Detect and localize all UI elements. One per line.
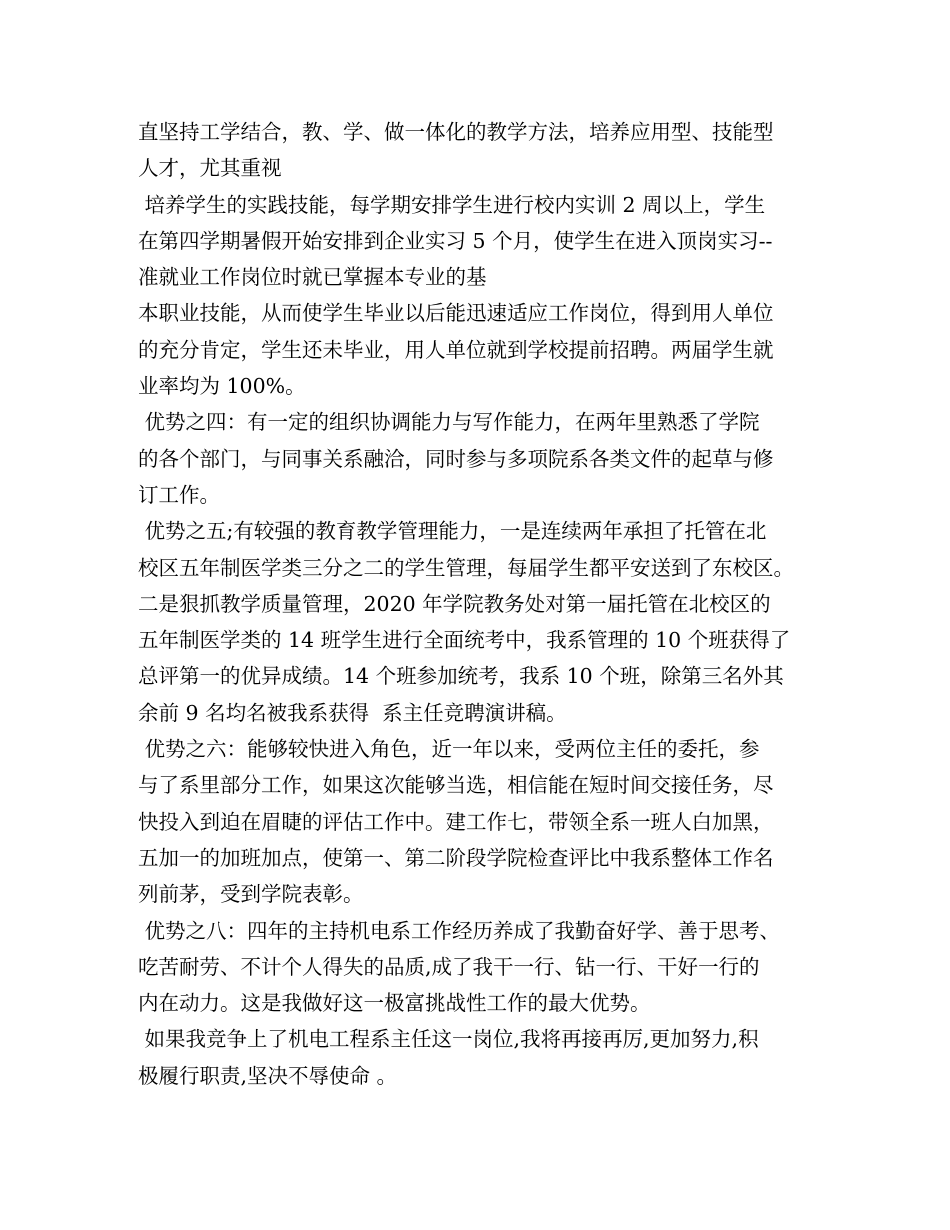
text-line: 优势之五;有较强的教育教学管理能力，一是连续两年承担了托管在北: [138, 519, 767, 544]
text-line: 列前茅，受到学院表彰。: [138, 882, 364, 907]
text-line: 总评第一的优异成绩。14 个班参加统考，我系 10 个班，除第三名外其: [138, 664, 784, 689]
text-line: 的充分肯定，学生还未毕业，用人单位就到学校提前招聘。两届学生就: [138, 337, 774, 362]
text-line: 如果我竞争上了机电工程系主任这一岗位,我将再接再厉,更加努力,积: [138, 1027, 759, 1052]
text-line: 余前 9 名均名被我系获得 系主任竞聘演讲稿。: [138, 700, 567, 725]
text-line: 内在动力。这是我做好这一极富挑战性工作的最大优势。: [138, 991, 651, 1016]
text-line: 校区五年制医学类三分之二的学生管理，每届学生都平安送到了东校区。: [138, 555, 794, 580]
text-line: 本职业技能，从而使学生毕业以后能迅速适应工作岗位，得到用人单位: [138, 301, 774, 326]
text-line: 二是狠抓教学质量管理，2020 年学院教务处对第一届托管在北校区的: [138, 591, 771, 616]
text-line: 订工作。: [138, 482, 220, 507]
text-line: 人才，尤其重视: [138, 156, 282, 181]
text-line: 优势之八：四年的主持机电系工作经历养成了我勤奋好学、善于思考、: [138, 918, 781, 943]
text-line: 优势之四：有一定的组织协调能力与写作能力，在两年里熟悉了学院: [138, 410, 760, 435]
document-body: [138, 114, 828, 1094]
text-line: 直坚持工学结合，教、学、做一体化的教学方法，培养应用型、技能型: [138, 120, 774, 144]
text-line: 五加一的加班加点，使第一、第二阶段学院检查评比中我系整体工作名: [138, 845, 774, 870]
text-line: 优势之六：能够较快进入角色，近一年以来，受两位主任的委托，参: [138, 737, 760, 762]
text-line: 五年制医学类的 14 班学生进行全面统考中，我系管理的 10 个班获得了: [138, 628, 791, 653]
text-line: 培养学生的实践技能，每学期安排学生进行校内实训 2 周以上，学生: [138, 192, 766, 217]
text-line: 准就业工作岗位时就已掌握本专业的基: [138, 265, 487, 290]
text-line: 在第四学期暑假开始安排到企业实习 5 个月，使学生在进入顶岗实习--: [138, 228, 773, 253]
text-line: 业率均为 100%。: [138, 374, 306, 399]
text-line: 极履行职责,坚决不辱使命 。: [138, 1063, 398, 1088]
text-line: 吃苦耐劳、不计个人得失的品质,成了我干一行、钻一行、干好一行的: [138, 954, 760, 979]
text-line: 快投入到迫在眉睫的评估工作中。建工作七，带领全系一班人白加黑，: [138, 809, 774, 834]
text-line: 与了系里部分工作，如果这次能够当选，相信能在短时间交接任务，尽: [138, 773, 774, 798]
text-line: 的各个部门，与同事关系融洽，同时参与多项院系各类文件的起草与修: [138, 446, 774, 471]
